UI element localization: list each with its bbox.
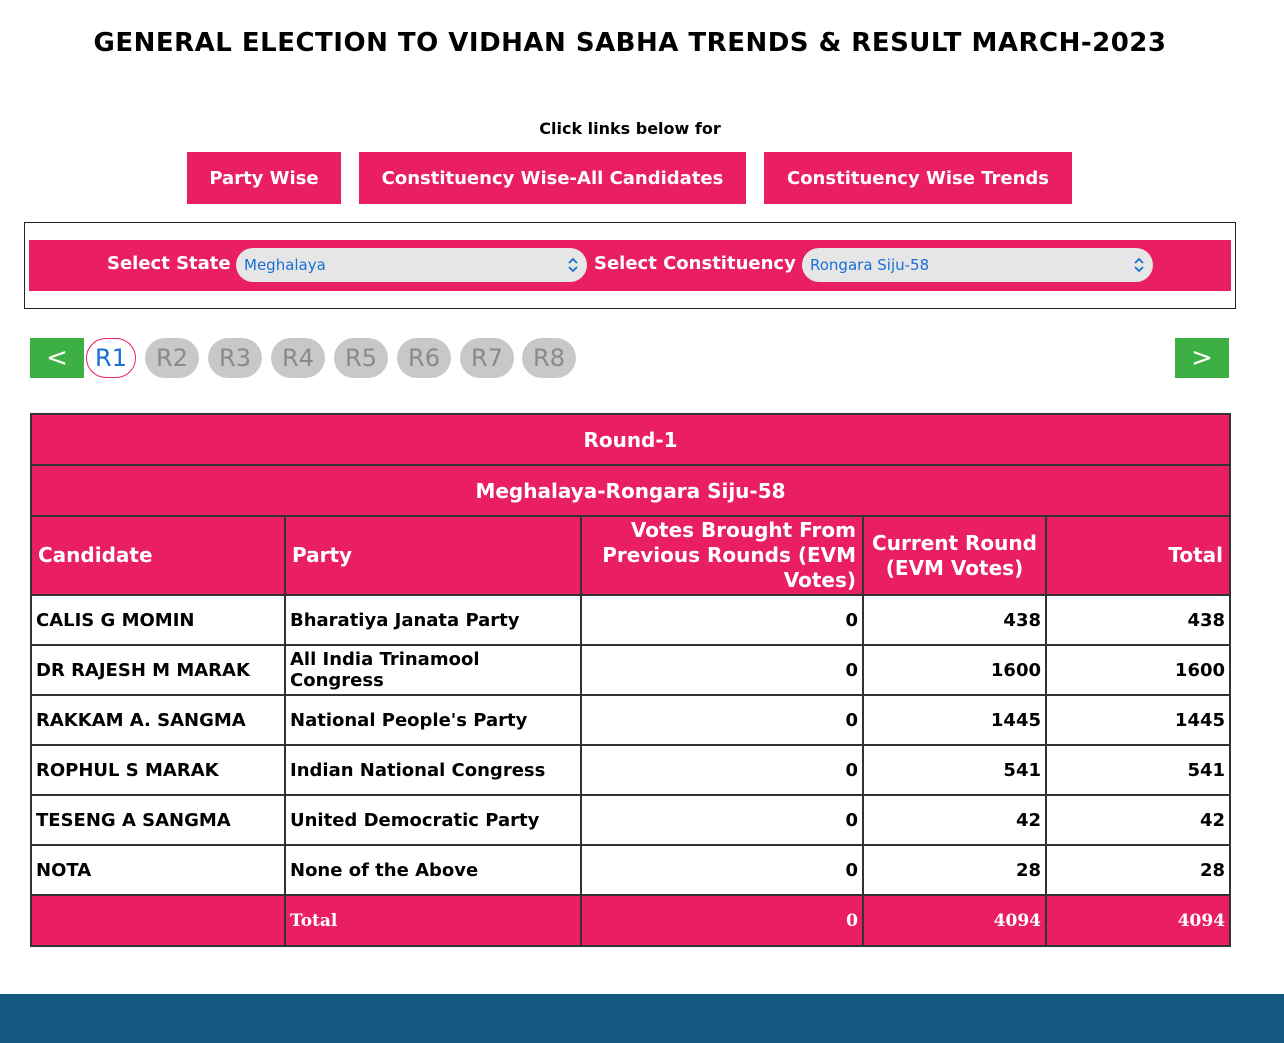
total-cell: 438 <box>1046 595 1230 645</box>
constituency-select-value: Rongara Siju-58 <box>810 256 930 274</box>
header-party: Party <box>285 516 581 595</box>
state-select-value: Meghalaya <box>244 256 326 274</box>
table-row <box>31 595 1230 645</box>
candidate-cell: NOTA <box>31 845 285 895</box>
current-round-cell: 42 <box>863 795 1046 845</box>
round-title-row <box>31 414 1230 465</box>
total-grand: 4094 <box>1046 895 1230 946</box>
state-select[interactable] <box>236 248 587 282</box>
constituency-title: Meghalaya-Rongara Siju-58 <box>31 465 1230 516</box>
results-table <box>30 413 1231 947</box>
header-candidate: Candidate <box>31 516 285 595</box>
table-row <box>31 645 1230 695</box>
constituency-select[interactable] <box>802 248 1153 282</box>
page-title: GENERAL ELECTION TO VIDHAN SABHA TRENDS & RESULT MARCH-2023 <box>93 28 1167 58</box>
party-cell: United Democratic Party <box>285 795 581 845</box>
round-tab-r5[interactable]: R5 <box>334 338 388 378</box>
table-row <box>31 695 1230 745</box>
prev-round-button[interactable]: < <box>30 338 84 378</box>
candidate-cell: DR RAJESH M MARAK <box>31 645 285 695</box>
total-cell: 28 <box>1046 845 1230 895</box>
party-wise-link[interactable]: Party Wise <box>187 152 341 204</box>
party-cell: Bharatiya Janata Party <box>285 595 581 645</box>
total-cell: 1600 <box>1046 645 1230 695</box>
round-tab-r2[interactable]: R2 <box>145 338 199 378</box>
candidate-cell: RAKKAM A. SANGMA <box>31 695 285 745</box>
candidate-cell: CALIS G MOMIN <box>31 595 285 645</box>
total-blank-cell <box>31 895 285 946</box>
round-tab-r3[interactable]: R3 <box>208 338 262 378</box>
footer-band <box>0 994 1284 1043</box>
header-current-round: Current Round (EVM Votes) <box>863 516 1046 595</box>
previous-votes-cell: 0 <box>581 745 863 795</box>
round-tab-r7[interactable]: R7 <box>460 338 514 378</box>
constituency-title-row <box>31 465 1230 516</box>
links-caption: Click links below for <box>539 119 721 138</box>
previous-votes-cell: 0 <box>581 695 863 745</box>
party-cell: None of the Above <box>285 845 581 895</box>
round-tab-r8[interactable]: R8 <box>522 338 576 378</box>
previous-votes-cell: 0 <box>581 795 863 845</box>
table-row <box>31 845 1230 895</box>
select-chevron-icon <box>567 255 579 275</box>
total-label: Total <box>285 895 581 946</box>
table-row <box>31 795 1230 845</box>
party-cell: Indian National Congress <box>285 745 581 795</box>
party-cell: All India Trinamool Congress <box>285 645 581 695</box>
header-previous-votes: Votes Brought From Previous Rounds (EVM Votes) <box>581 516 863 595</box>
current-round-cell: 541 <box>863 745 1046 795</box>
total-cell: 42 <box>1046 795 1230 845</box>
round-tab-r1[interactable]: R1 <box>86 338 136 378</box>
current-round-cell: 28 <box>863 845 1046 895</box>
constituency-wise-trends-link[interactable]: Constituency Wise Trends <box>764 152 1072 204</box>
round-title: Round-1 <box>31 414 1230 465</box>
current-round-cell: 1600 <box>863 645 1046 695</box>
selector-panel <box>24 222 1236 309</box>
party-cell: National People's Party <box>285 695 581 745</box>
state-label: Select State <box>107 253 231 274</box>
constituency-wise-all-candidates-link[interactable]: Constituency Wise-All Candidates <box>359 152 746 204</box>
total-row <box>31 895 1230 946</box>
round-tab-r6[interactable]: R6 <box>397 338 451 378</box>
header-total: Total <box>1046 516 1230 595</box>
previous-votes-cell: 0 <box>581 595 863 645</box>
candidate-cell: ROPHUL S MARAK <box>31 745 285 795</box>
candidate-cell: TESENG A SANGMA <box>31 795 285 845</box>
total-cell: 541 <box>1046 745 1230 795</box>
selector-bar <box>29 240 1231 291</box>
current-round-cell: 1445 <box>863 695 1046 745</box>
total-cell: 1445 <box>1046 695 1230 745</box>
column-header-row <box>31 516 1230 595</box>
total-previous-votes: 0 <box>581 895 863 946</box>
previous-votes-cell: 0 <box>581 845 863 895</box>
table-row <box>31 745 1230 795</box>
current-round-cell: 438 <box>863 595 1046 645</box>
select-chevron-icon <box>1133 255 1145 275</box>
previous-votes-cell: 0 <box>581 645 863 695</box>
next-round-button[interactable]: > <box>1175 338 1229 378</box>
total-current-round: 4094 <box>863 895 1046 946</box>
constituency-label: Select Constituency <box>594 253 796 274</box>
round-tab-r4[interactable]: R4 <box>271 338 325 378</box>
